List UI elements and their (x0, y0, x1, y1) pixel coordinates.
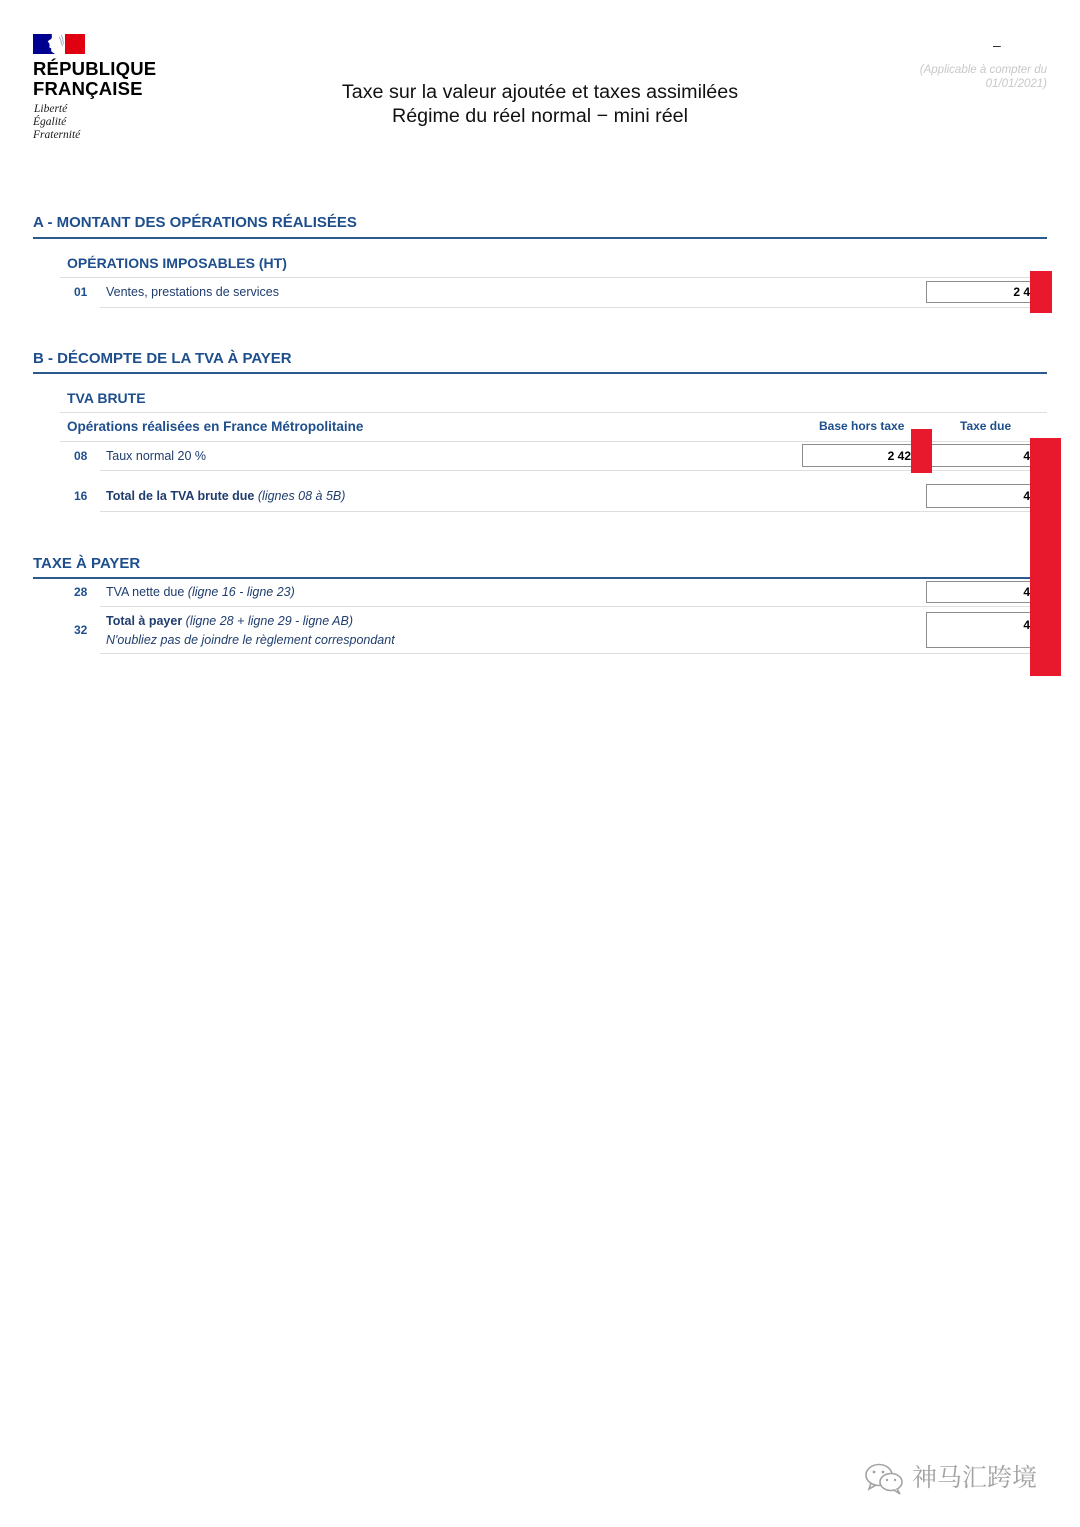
row-16-label (106, 490, 345, 503)
group-header-rule (60, 441, 1047, 442)
redaction-block-row-01 (1030, 271, 1052, 313)
row-08-code: 08 (74, 449, 88, 463)
document-subtitle: Régime du réel normal − mini réel (392, 105, 688, 127)
applicable-date-line-2: 01/01/2021) (985, 78, 1047, 90)
marianne-hair (59, 35, 64, 46)
redaction-block-row-08-base (911, 429, 932, 473)
row-08-label: Taux normal 20 % (106, 449, 207, 463)
wechat-eye (882, 1471, 885, 1474)
row-28-rule (100, 606, 1047, 607)
row-32-reminder-text: N'oubliez pas de joindre le règlement correspondant (106, 633, 395, 647)
row-28-label-note: (ligne 16 - ligne 23) (187, 585, 295, 599)
row-28-label (106, 586, 295, 599)
row-08-base-value: 2 42 (887, 449, 911, 463)
row-32-value-box (926, 612, 1047, 648)
flag-red-band (65, 34, 85, 54)
row-32-label-note: (ligne 28 + ligne 29 - ligne AB) (185, 614, 354, 628)
row-01-code: 01 (74, 285, 88, 299)
section-b-subheading-rule (60, 412, 1047, 413)
logo-line-republique: RÉPUBLIQUE (33, 58, 157, 79)
section-payment-rule (33, 577, 1047, 579)
watermark (864, 1462, 906, 1500)
section-payment-heading: TAXE À PAYER (33, 555, 141, 572)
row-01-rule (100, 307, 1047, 308)
wechat-bubble-small (880, 1474, 902, 1491)
section-b-rule (33, 372, 1047, 374)
motto-egalite: Égalité (33, 116, 67, 128)
section-a-subheading-rule (60, 277, 1047, 278)
row-32-code: 32 (74, 623, 88, 637)
row-28-value: 4 (1023, 585, 1030, 599)
marianne-flag-icon (33, 34, 85, 54)
motto-liberte: Liberté (34, 103, 68, 115)
section-a-heading: A - MONTANT DES OPÉRATIONS RÉALISÉES (33, 214, 357, 231)
row-16-label-note: (lignes 08 à 5B) (257, 489, 346, 503)
wechat-bubble-small-tail (894, 1489, 900, 1494)
row-01-label: Ventes, prestations de services (106, 285, 280, 299)
group-label-france-metropolitaine: Opérations réalisées en France Métropolitaine (67, 419, 364, 434)
corner-dash: – (993, 37, 1001, 53)
row-16-value-box (926, 484, 1047, 508)
republique-francaise-logo (33, 34, 85, 58)
row-32-label-main: Total à payer (106, 614, 183, 628)
wechat-eye (886, 1479, 888, 1481)
row-16-label-main: Total de la TVA brute due (106, 489, 255, 503)
row-08-rule (100, 470, 1047, 471)
row-32-label (106, 615, 353, 628)
row-08-tax-value: 4 (1023, 449, 1030, 463)
column-header-tax: Taxe due (960, 419, 1012, 433)
section-b-subheading: TVA BRUTE (67, 390, 146, 406)
column-header-base: Base hors taxe (819, 419, 905, 433)
watermark-text: 神马汇跨境 (912, 1464, 1038, 1492)
row-32-reminder (106, 634, 395, 647)
section-b-heading: B - DÉCOMPTE DE LA TVA À PAYER (33, 350, 292, 367)
motto-fraternite: Fraternité (33, 129, 81, 141)
section-a-subheading: OPÉRATIONS IMPOSABLES (HT) (67, 255, 287, 271)
row-32-value: 4 (1023, 618, 1030, 632)
row-28-code: 28 (74, 585, 88, 599)
logo-line-francaise: FRANÇAISE (33, 78, 143, 99)
section-a-rule (33, 237, 1047, 239)
row-28-label-main: TVA nette due (106, 585, 185, 599)
row-28-value-box (926, 581, 1047, 603)
applicable-date-line-1: (Applicable à compter du (919, 64, 1047, 76)
row-16-code: 16 (74, 489, 88, 503)
document-title: Taxe sur la valeur ajoutée et taxes assimilées (341, 81, 739, 103)
row-01-value-box (926, 281, 1047, 303)
row-32-rule (100, 653, 1047, 654)
row-16-rule (100, 511, 1047, 512)
wechat-icon (864, 1462, 906, 1496)
wechat-eye (873, 1471, 876, 1474)
row-16-value: 4 (1023, 489, 1030, 503)
row-01-value: 2 4 (1013, 285, 1030, 299)
wechat-eye (894, 1479, 896, 1481)
redaction-block-tax-column (1030, 438, 1061, 676)
